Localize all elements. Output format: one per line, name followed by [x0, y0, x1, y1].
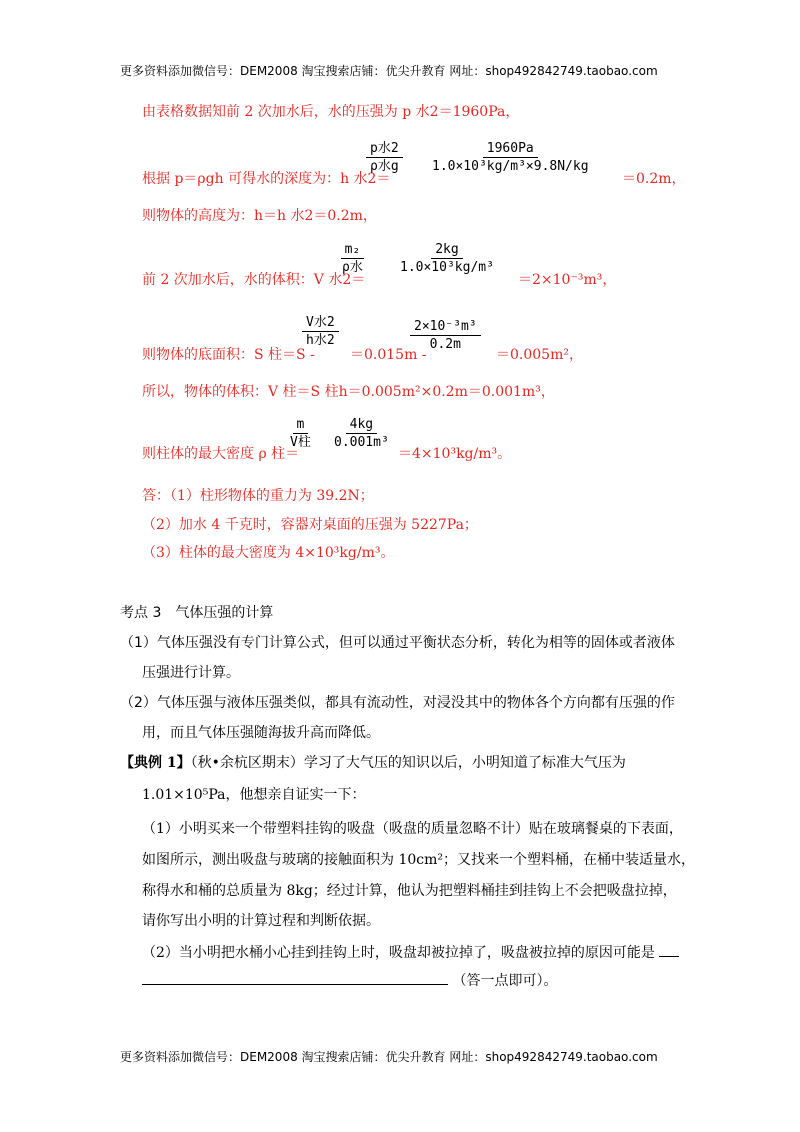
example-line-1 — [120, 752, 626, 772]
fraction-2-denominator: 1.0×10³kg/m³×9.8N/kg — [432, 159, 589, 174]
solution-line-1: 由表格数据知前 2 次加水后，水的压强为 p 水2＝1960Pa， — [142, 104, 520, 120]
fraction-7-numerator: m — [293, 416, 309, 434]
solution-line-7-prefix: 则柱体的最大密度 ρ 柱＝ — [142, 446, 300, 462]
solution-line-5-mid: ＝0.015m - — [350, 347, 427, 363]
section-title: 考点 3 气体压强的计算 — [120, 605, 274, 621]
answer-2: （2）加水 4 千克时，容器对桌面的压强为 5227Pa； — [142, 517, 478, 533]
example-line-2: 1.01×10⁵Pa，他想亲自证实一下： — [142, 787, 366, 803]
example-intro: （秋•余杭区期末）学习了大气压的知识以后，小明知道了标准大气压为 — [190, 755, 626, 771]
fraction-1-denominator: ρ水g — [370, 159, 399, 174]
fraction-5-numerator: V水2 — [302, 314, 339, 332]
page-footer: 更多资料添加微信号：DEM2008 淘宝搜索店铺：优尖升教育 网址：shop492842749.taobao.com — [120, 1050, 658, 1064]
solution-line-2-prefix: 根据 p＝ρgh 可得水的深度为：h 水2＝ — [142, 171, 391, 187]
question-1-line-c: 称得水和桶的总质量为 8kg；经过计算，他认为把塑料桶挂到挂钩上不会把吸盘拉掉， — [142, 883, 677, 899]
example-tag: 【典例 1】 — [120, 755, 191, 771]
fraction-8-numerator: 4kg — [346, 416, 377, 434]
fraction-2 — [428, 140, 593, 176]
question-2-hint: （答一点即可）。 — [452, 973, 558, 989]
fraction-6-denominator: 0.2m — [429, 337, 461, 352]
answer-3: （3）柱体的最大密度为 4×10³kg/m³。 — [142, 545, 395, 561]
fraction-7-denominator: V柱 — [290, 435, 311, 450]
question-1-line-b: 如图所示，测出吸盘与玻璃的接触面积为 10cm²；又找来一个塑料桶，在桶中装适量水， — [142, 852, 695, 868]
fraction-1 — [366, 140, 403, 176]
section-point-2b: 用，而且气体压强随海拔升高而降低。 — [142, 725, 380, 741]
fraction-5-denominator: h水2 — [306, 333, 335, 348]
fraction-6-numerator: 2×10⁻³m³ — [410, 318, 481, 336]
fraction-7 — [286, 416, 315, 452]
solution-line-5-prefix: 则物体的底面积：S 柱＝S - — [142, 347, 315, 363]
answer-blank-start[interactable] — [659, 956, 679, 957]
section-point-2a: （2）气体压强与液体压强类似，都具有流动性，对浸没其中的物体各个方向都有压强的作 — [120, 695, 675, 711]
solution-line-4-suffix: ＝2×10⁻³m³， — [518, 272, 617, 288]
fraction-3-numerator: m₂ — [341, 241, 365, 259]
fraction-6 — [410, 318, 481, 354]
solution-line-3: 则物体的高度为：h＝h 水2＝0.2m， — [142, 208, 377, 224]
solution-line-5-suffix: ＝0.005m²， — [496, 347, 583, 363]
fraction-3 — [338, 241, 367, 277]
solution-line-2-suffix: ＝0.2m， — [622, 171, 686, 187]
fraction-8 — [330, 416, 393, 452]
section-point-1a: （1）气体压强没有专门计算公式，但可以通过平衡状态分析，转化为相等的固体或者液体 — [120, 635, 675, 651]
fraction-4-denominator: 1.0×10³kg/m³ — [400, 260, 494, 275]
fraction-8-denominator: 0.001m³ — [334, 435, 389, 450]
fraction-4-numerator: 2kg — [431, 241, 462, 259]
solution-line-7-suffix: ＝4×10³kg/m³。 — [398, 446, 512, 462]
solution-line-4-prefix: 前 2 次加水后，水的体积：V 水2＝ — [142, 272, 366, 288]
fraction-1-numerator: p水2 — [366, 140, 403, 158]
page-header: 更多资料添加微信号：DEM2008 淘宝搜索店铺：优尖升教育 网址：shop492842749.taobao.com — [120, 64, 658, 78]
answer-1: 答：（1）柱形物体的重力为 39.2N； — [142, 488, 374, 504]
answer-blank[interactable] — [142, 970, 448, 985]
solution-line-6: 所以，物体的体积：V 柱＝S 柱h＝0.005m²×0.2m＝0.001m³， — [142, 384, 555, 400]
fraction-3-denominator: ρ水 — [342, 260, 363, 275]
question-2-line-a — [142, 942, 679, 962]
fraction-2-numerator: 1960Pa — [483, 140, 538, 158]
fraction-5 — [302, 314, 339, 350]
question-1-line-d: 请你写出小明的计算过程和判断依据。 — [142, 913, 380, 929]
section-point-1b: 压强进行计算。 — [142, 665, 240, 681]
question-2-line-b — [142, 970, 557, 990]
fraction-4 — [396, 241, 498, 277]
question-1-line-a: （1）小明买来一个带塑料挂钩的吸盘（吸盘的质量忽略不计）贴在玻璃餐桌的下表面， — [142, 821, 683, 837]
question-2-text: （2）当小明把水桶小心挂到挂钩上时，吸盘却被拉掉了，吸盘被拉掉的原因可能是 — [142, 945, 655, 961]
